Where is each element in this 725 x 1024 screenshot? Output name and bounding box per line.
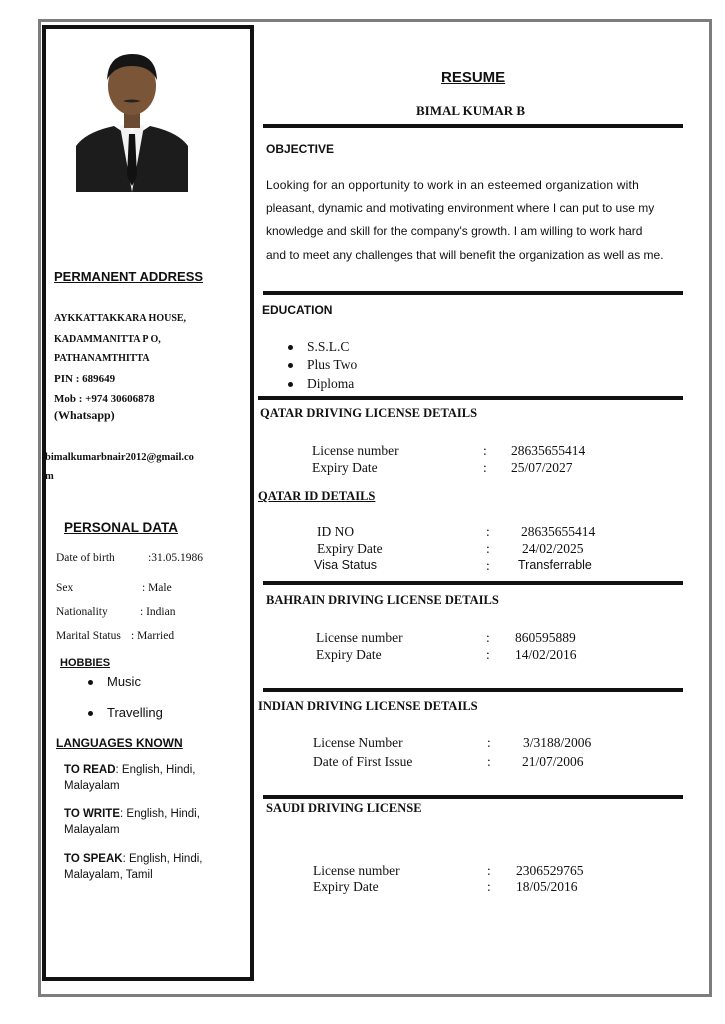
language-speak: TO SPEAK: English, Hindi,	[64, 853, 203, 865]
education-item: Plus Two	[288, 357, 357, 373]
address-line-3: PATHANAMTHITTA	[54, 353, 150, 364]
nationality-value: : Indian	[140, 606, 176, 618]
email-line-2[interactable]: m	[45, 471, 54, 482]
objective-heading: OBJECTIVE	[266, 142, 335, 156]
qatar-id-number-label: ID NO	[317, 524, 355, 539]
indian-license-number-label: License Number	[313, 735, 403, 750]
saudi-license-number-value: 2306529765	[516, 863, 584, 878]
hobby-item: Travelling	[88, 705, 163, 720]
sex-label: Sex	[56, 582, 74, 594]
indian-divider	[263, 795, 683, 799]
saudi-license-number-label: License number	[313, 863, 400, 878]
qatar-id-expiry-value: 24/02/2025	[522, 541, 584, 556]
saudi-license-expiry-value: 18/05/2016	[516, 879, 578, 894]
whatsapp-label: (Whatsapp)	[54, 408, 115, 422]
qatar-id-number-value: 28635655414	[521, 524, 596, 539]
bahrain-license-expiry-value: 14/02/2016	[515, 647, 577, 662]
bahrain-license-heading: BAHRAIN DRIVING LICENSE DETAILS	[266, 593, 499, 607]
candidate-name: BIMAL KUMAR B	[416, 103, 526, 118]
education-divider	[258, 396, 683, 400]
colon: :	[486, 524, 490, 539]
sex-value: : Male	[142, 582, 172, 594]
education-item: S.S.L.C	[288, 339, 349, 355]
qatar-id-heading: QATAR ID DETAILS	[258, 489, 376, 503]
marital-status-label: Marital Status	[56, 630, 121, 642]
profile-photo	[76, 46, 188, 192]
qatar-license-number-label: License number	[312, 443, 399, 458]
bahrain-license-expiry-label: Expiry Date	[316, 647, 382, 662]
bahrain-license-number-label: License number	[316, 630, 403, 645]
hobbies-heading: HOBBIES	[60, 657, 111, 669]
education-item: Diploma	[288, 376, 354, 392]
saudi-license-heading: SAUDI DRIVING LICENSE	[266, 801, 422, 815]
education-heading: EDUCATION	[262, 303, 333, 317]
qatar-license-heading: QATAR DRIVING LICENSE DETAILS	[260, 406, 478, 420]
objective-line-1: Looking for an opportunity to work in an esteemed organization with	[266, 178, 639, 192]
objective-line-4: and to meet any challenges that will benefit the organization as well as me.	[266, 248, 664, 262]
header-divider	[263, 124, 683, 128]
hobby-item: Music	[88, 674, 141, 689]
qatar-license-expiry-label: Expiry Date	[312, 460, 378, 475]
address-heading: PERMANENT ADDRESS	[54, 269, 204, 284]
pin-code: PIN : 689649	[54, 373, 116, 385]
indian-license-number-value: 3/3188/2006	[523, 735, 592, 750]
resume-title: RESUME	[441, 69, 506, 86]
qatar-id-expiry-label: Expiry Date	[317, 541, 383, 556]
visa-status-value: Transferrable	[518, 558, 592, 572]
colon: :	[487, 879, 491, 894]
colon: :	[483, 443, 487, 458]
colon: :	[486, 647, 490, 662]
address-line-1: AYKKATTAKKARA HOUSE,	[54, 313, 187, 324]
bahrain-license-number-value: 860595889	[515, 630, 576, 645]
personal-data-heading: PERSONAL DATA	[64, 520, 179, 535]
qatar-id-divider	[263, 581, 683, 585]
languages-heading: LANGUAGES KNOWN	[56, 736, 183, 750]
language-speak-cont: Malayalam, Tamil	[64, 869, 153, 881]
mobile-number: Mob : +974 30606878	[54, 393, 155, 405]
colon: :	[486, 541, 490, 556]
colon: :	[487, 863, 491, 878]
objective-line-3: knowledge and skill for the company's growth. I am willing to work hard	[266, 224, 643, 238]
objective-line-2: pleasant, dynamic and motivating environment where I can put to use my	[266, 201, 655, 215]
marital-status-value: : Married	[131, 630, 175, 642]
qatar-license-expiry-value: 25/07/2027	[511, 460, 573, 475]
objective-divider	[263, 291, 683, 295]
language-read-cont: Malayalam	[64, 780, 120, 792]
colon: :	[486, 558, 490, 573]
dob-value: :31.05.1986	[148, 552, 203, 564]
colon: :	[483, 460, 487, 475]
indian-license-issue-value: 21/07/2006	[522, 754, 584, 769]
dob-label: Date of birth	[56, 552, 115, 564]
indian-license-heading: INDIAN DRIVING LICENSE DETAILS	[258, 699, 478, 713]
language-read: TO READ: English, Hindi,	[64, 764, 196, 776]
language-write: TO WRITE: English, Hindi,	[64, 808, 200, 820]
bahrain-divider	[263, 688, 683, 692]
colon: :	[487, 754, 491, 769]
qatar-license-number-value: 28635655414	[511, 443, 586, 458]
indian-license-issue-label: Date of First Issue	[313, 754, 413, 769]
nationality-label: Nationality	[56, 606, 108, 618]
colon: :	[487, 735, 491, 750]
colon: :	[486, 630, 490, 645]
language-write-cont: Malayalam	[64, 824, 120, 836]
address-line-2: KADAMMANITTA P O,	[54, 334, 161, 345]
email-line-1[interactable]: bimalkumarbnair2012@gmail.co	[45, 452, 194, 463]
visa-status-label: Visa Status	[314, 558, 378, 572]
saudi-license-expiry-label: Expiry Date	[313, 879, 379, 894]
